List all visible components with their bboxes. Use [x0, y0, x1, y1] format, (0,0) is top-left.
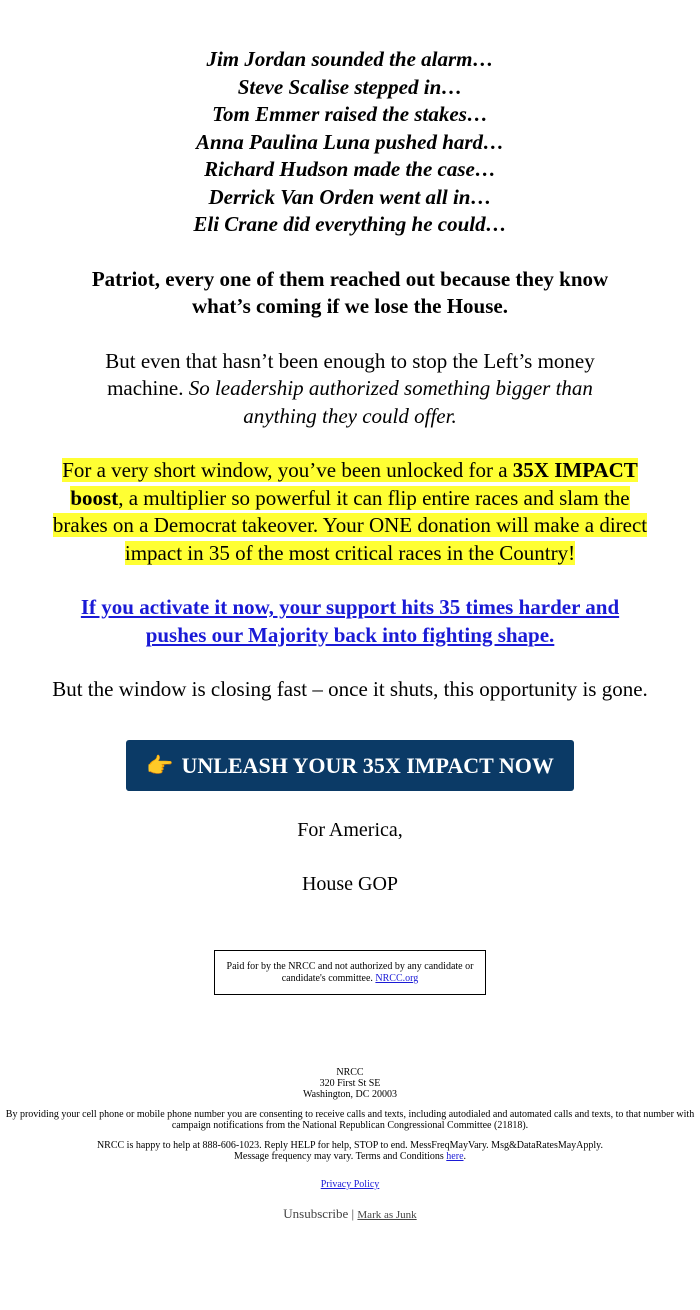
patriot-paragraph: Patriot, every one of them reached out because they know what’s coming if we lose the House. — [91, 266, 609, 318]
nrcc-link[interactable]: NRCC.org — [375, 973, 419, 984]
mark-as-junk-link[interactable]: Mark as Junk — [357, 1209, 417, 1221]
cta-label: UNLEASH YOUR 35X IMPACT NOW — [181, 752, 554, 778]
name-line: Tom Emmer raised the stakes… — [212, 102, 488, 126]
separator: | — [351, 1206, 355, 1221]
unsubscribe-row — [50, 1200, 650, 1230]
paragraph-italic: So leadership authorized something bigger than anything they could offer. — [188, 376, 593, 428]
disclaimer-text: Paid for by the NRCC and not authorized by any candidate or candidate's committee. — [226, 961, 474, 984]
address-line: NRCC — [336, 1067, 364, 1078]
name-line: Richard Hudson made the case… — [204, 157, 496, 181]
highlight-text: For a very short window, you’ve been unlocked for a — [62, 458, 513, 482]
names-list — [50, 46, 650, 239]
name-line: Derrick Van Orden went all in… — [208, 184, 492, 209]
consent-text: By providing your cell phone or mobile phone number you are consenting to receive calls and texts, including autodialed and automated calls and texts, to that number with campaign notifications from the National Republican Congressional Committee (21818). — [5, 1109, 695, 1131]
highlight-text: , a multiplier so powerful it can flip entire races and slam the brakes on a Democrat takeover. Your ONE donation will make a direct impact in 35 of the most critical races in the Country! — [52, 485, 648, 565]
address-line: Washington, DC 20003 — [303, 1089, 397, 1100]
email-body — [5, 0, 695, 1310]
highlight-paragraph — [50, 457, 650, 567]
address-line: 320 First St SE — [319, 1078, 381, 1089]
signoff: For America, — [297, 819, 403, 841]
privacy-policy-link[interactable]: Privacy Policy — [320, 1179, 380, 1190]
name-line: Steve Scalise stepped in… — [237, 74, 463, 99]
money-machine-paragraph — [50, 348, 650, 431]
closing-paragraph: But the window is closing fast – once it shuts, this opportunity is gone. — [52, 677, 648, 701]
name-line: Jim Jordan sounded the alarm… — [206, 47, 494, 71]
signature: House GOP — [301, 872, 399, 895]
terms-link[interactable]: here — [446, 1151, 464, 1162]
address — [50, 1067, 650, 1100]
cta-button[interactable] — [126, 740, 574, 792]
pointing-hand-icon: 👉 — [146, 752, 174, 778]
paragraph-text: But even that hasn’t been enough to stop the Left’s money machine. — [105, 348, 595, 400]
help-end: . — [463, 1151, 467, 1162]
name-line: Eli Crane did everything he could… — [193, 212, 507, 236]
help-text — [80, 1140, 620, 1162]
activate-link[interactable]: If you activate it now, your support hits 35 times harder and pushes our Majority back into fighting shape. — [80, 595, 620, 647]
unsubscribe-link[interactable]: Unsubscribe — [283, 1206, 349, 1221]
impact-boost: 35X IMPACT boost — [70, 458, 638, 510]
help-body: NRCC is happy to help at 888-606-1023. Reply HELP for help, STOP to end. MessFreqMayVary. Msg&DataRatesMayApply. Message frequency may vary. Terms and Conditions — [96, 1140, 604, 1162]
paid-for-box — [214, 950, 486, 995]
name-line: Anna Paulina Luna pushed hard… — [195, 129, 505, 154]
